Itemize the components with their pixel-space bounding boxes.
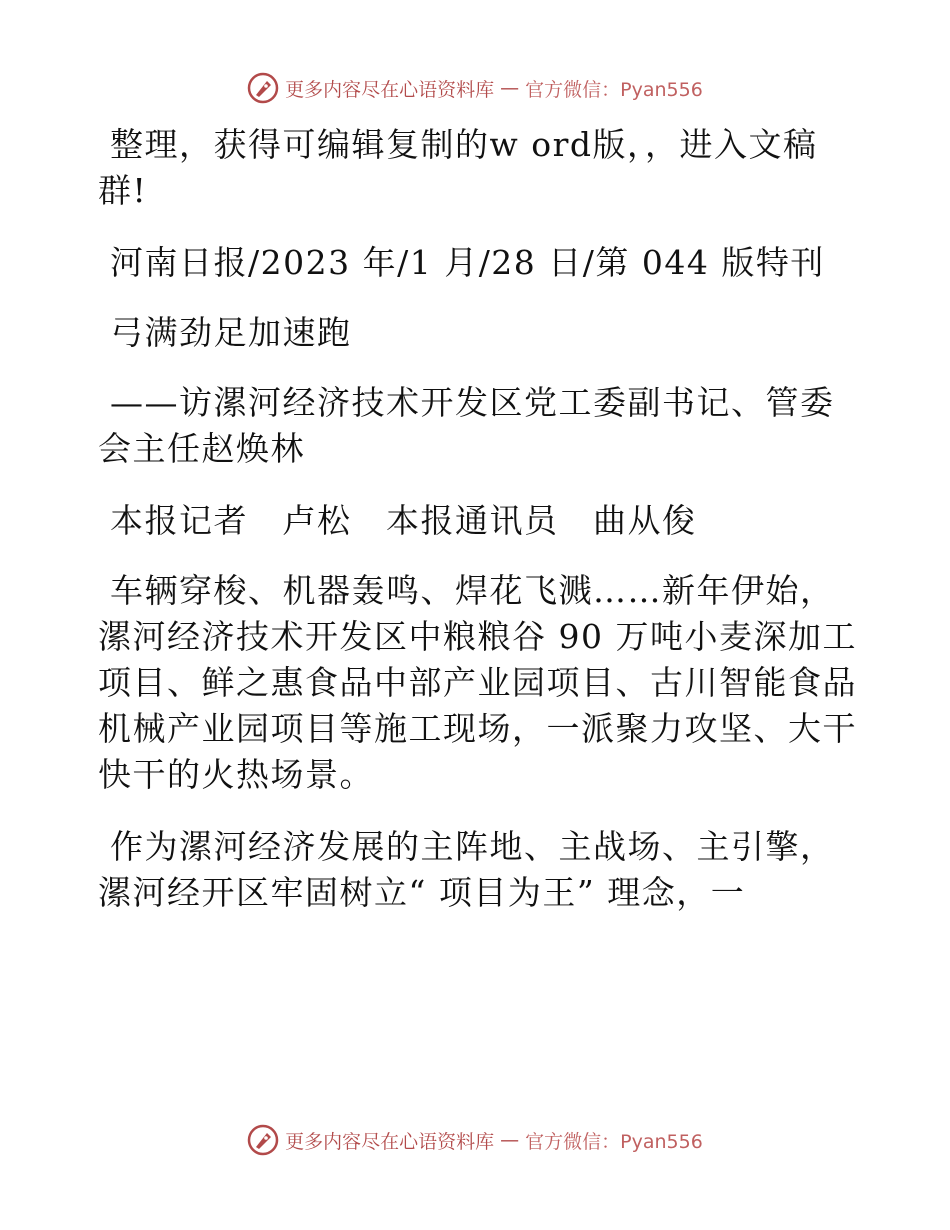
document-body: [98, 122, 858, 942]
watermark-wechat: 官方微信：Pyan556: [525, 1130, 703, 1153]
pen-nib-circle-icon: [247, 1124, 279, 1156]
watermark-separator: —: [500, 77, 520, 99]
source-line: 河南日报/2023 年/1 月/28 日/第 044 版特刊: [110, 243, 825, 282]
body-paragraph: 作为漯河经济发展的主阵地、主战场、主引擎，漯河经开区牢固树立“ 项目为王” 理念，一: [98, 827, 835, 912]
byline: 本报记者 卢松 本报通讯员 曲从俊: [110, 501, 697, 540]
intro-text: 整理，获得可编辑复制的w ord版，，进入文稿群!: [98, 125, 818, 210]
watermark-separator: —: [500, 1129, 520, 1151]
watermark-text: 更多内容尽在心语资料库: [285, 78, 495, 101]
watermark-banner-bottom: [0, 1124, 950, 1156]
watermark-text: 更多内容尽在心语资料库: [285, 1130, 495, 1153]
watermark-wechat: 官方微信：Pyan556: [525, 78, 703, 101]
pen-nib-circle-icon: [247, 72, 279, 104]
subheadline: ——访漯河经济技术开发区党工委副书记、管委会主任赵焕林: [98, 383, 835, 468]
headline: 弓满劲足加速跑: [110, 313, 352, 352]
watermark-banner-top: [0, 72, 950, 104]
body-paragraph: 车辆穿梭、机器轰鸣、焊花飞溅……新年伊始，漯河经济技术开发区中粮粮谷 90 万吨小麦深加工项目、鲜之惠食品中部产业园项目、古川智能食品机械产业园项目等施工现场，一派聚力攻坚、大干快干的火热场景。: [98, 571, 857, 794]
